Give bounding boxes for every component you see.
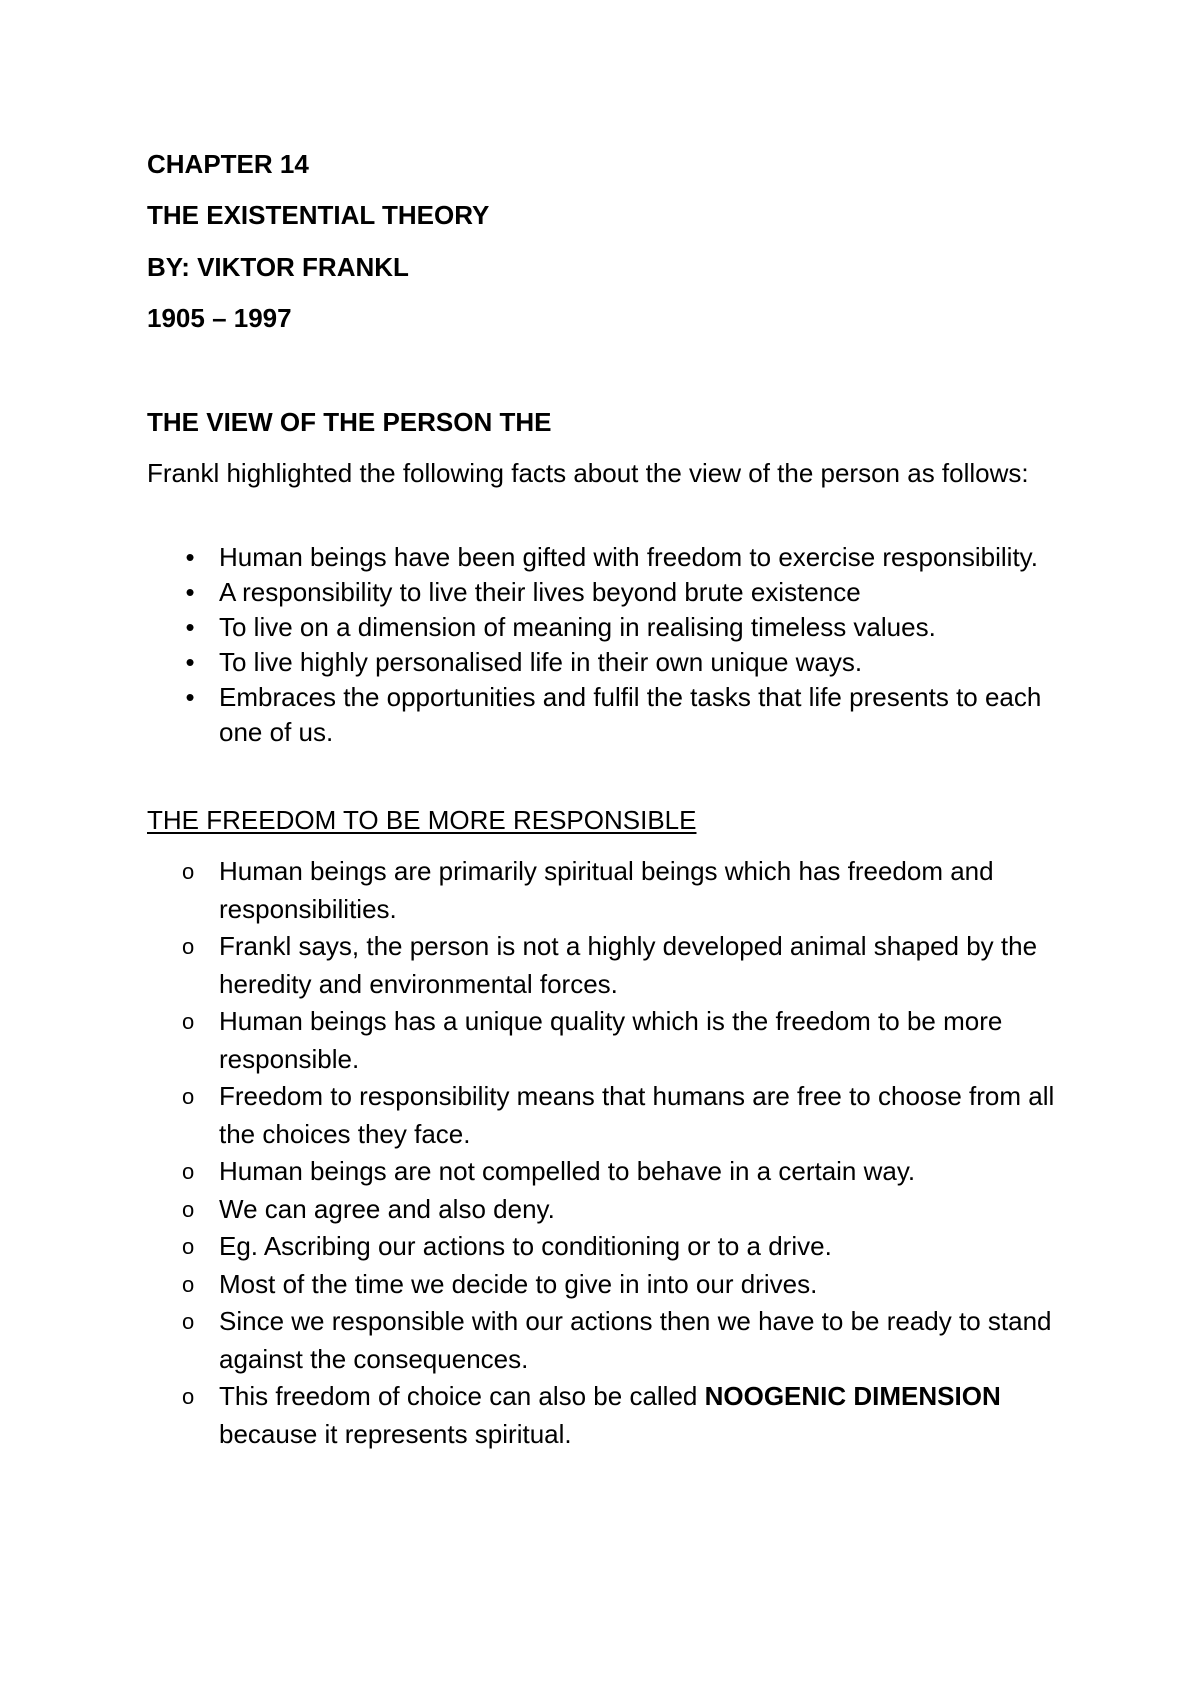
circle-bullet-icon: o	[182, 1196, 195, 1222]
list-item-text-after: because it represents spiritual.	[219, 1418, 572, 1449]
list-item-text: To live highly personalised life in their own unique ways.	[219, 647, 863, 677]
list-item	[147, 1078, 1067, 1153]
list-item-text: Human beings have been gifted with freedom to exercise responsibility.	[219, 542, 1038, 572]
list-item	[147, 1191, 1067, 1229]
freedom-section-heading: THE FREEDOM TO BE MORE RESPONSIBLE	[147, 805, 697, 835]
list-item-text: To live on a dimension of meaning in realising timeless values.	[219, 612, 936, 642]
list-item-text: Human beings are primarily spiritual beings which has freedom and responsibilities.	[219, 856, 994, 924]
list-item-text-before: This freedom of choice can also be called	[219, 1381, 705, 1411]
circle-bullet-icon: o	[182, 934, 195, 959]
years-line: 1905 – 1997	[147, 303, 292, 333]
list-item	[147, 1003, 1067, 1078]
list-item-text: Eg. Ascribing our actions to conditioning or to a drive.	[219, 1231, 832, 1261]
circle-bullet-icon: o	[182, 1159, 195, 1184]
view-section-heading: THE VIEW OF THE PERSON THE	[147, 407, 552, 437]
list-item-text: Embraces the opportunities and fulfil the tasks that life presents to each one of us.	[219, 682, 1042, 747]
list-item-text: We can agree and also deny.	[219, 1193, 555, 1224]
list-item-text: Human beings are not compelled to behave in a certain way.	[219, 1156, 916, 1186]
bullet-icon: •	[185, 577, 195, 607]
list-item	[147, 1266, 1067, 1304]
circle-bullet-icon: o	[182, 1384, 195, 1409]
bullet-icon: •	[185, 612, 195, 642]
list-item	[147, 1378, 1067, 1453]
chapter-label: CHAPTER 14	[147, 149, 309, 179]
document-title: THE EXISTENTIAL THEORY	[147, 200, 490, 230]
author-line: BY: VIKTOR FRANKL	[147, 252, 409, 282]
circle-bullet-icon: o	[182, 1009, 195, 1034]
list-item	[147, 575, 1067, 610]
list-item	[147, 928, 1067, 1003]
circle-bullet-icon: o	[182, 1084, 195, 1109]
circle-bullet-icon: o	[182, 859, 195, 884]
list-item-text: Since we responsible with our actions then we have to be ready to stand against the consequences.	[219, 1306, 1052, 1374]
freedom-bullet-list	[147, 853, 1067, 1453]
list-item	[147, 1303, 1067, 1378]
list-item	[147, 680, 1067, 750]
circle-bullet-icon: o	[182, 1234, 195, 1259]
bullet-icon: •	[185, 647, 195, 677]
list-item-text: Freedom to responsibility means that humans are free to choose from all the choices they face.	[219, 1081, 1055, 1149]
list-item-text: Frankl says, the person is not a highly developed animal shaped by the heredity and environmental forces.	[219, 931, 1038, 999]
list-item	[147, 1153, 1067, 1191]
view-section-intro: Frankl highlighted the following facts about the view of the person as follows:	[147, 458, 1029, 488]
list-item	[147, 1228, 1067, 1266]
circle-bullet-icon: o	[182, 1309, 195, 1334]
list-item	[147, 610, 1067, 645]
bullet-icon: •	[185, 682, 195, 712]
list-item-text: Most of the time we decide to give in into our drives.	[219, 1268, 818, 1299]
view-bullet-list	[147, 540, 1067, 750]
list-item	[147, 540, 1067, 575]
bullet-icon: •	[185, 542, 195, 572]
circle-bullet-icon: o	[182, 1271, 195, 1297]
noogenic-dimension-term: NOOGENIC DIMENSION	[704, 1381, 1001, 1411]
list-item-text	[219, 1381, 1001, 1449]
list-item-text: Human beings has a unique quality which is the freedom to be more responsible.	[219, 1006, 1003, 1074]
list-item	[147, 853, 1067, 928]
list-item-text: A responsibility to live their lives beyond brute existence	[219, 577, 861, 607]
list-item	[147, 645, 1067, 680]
